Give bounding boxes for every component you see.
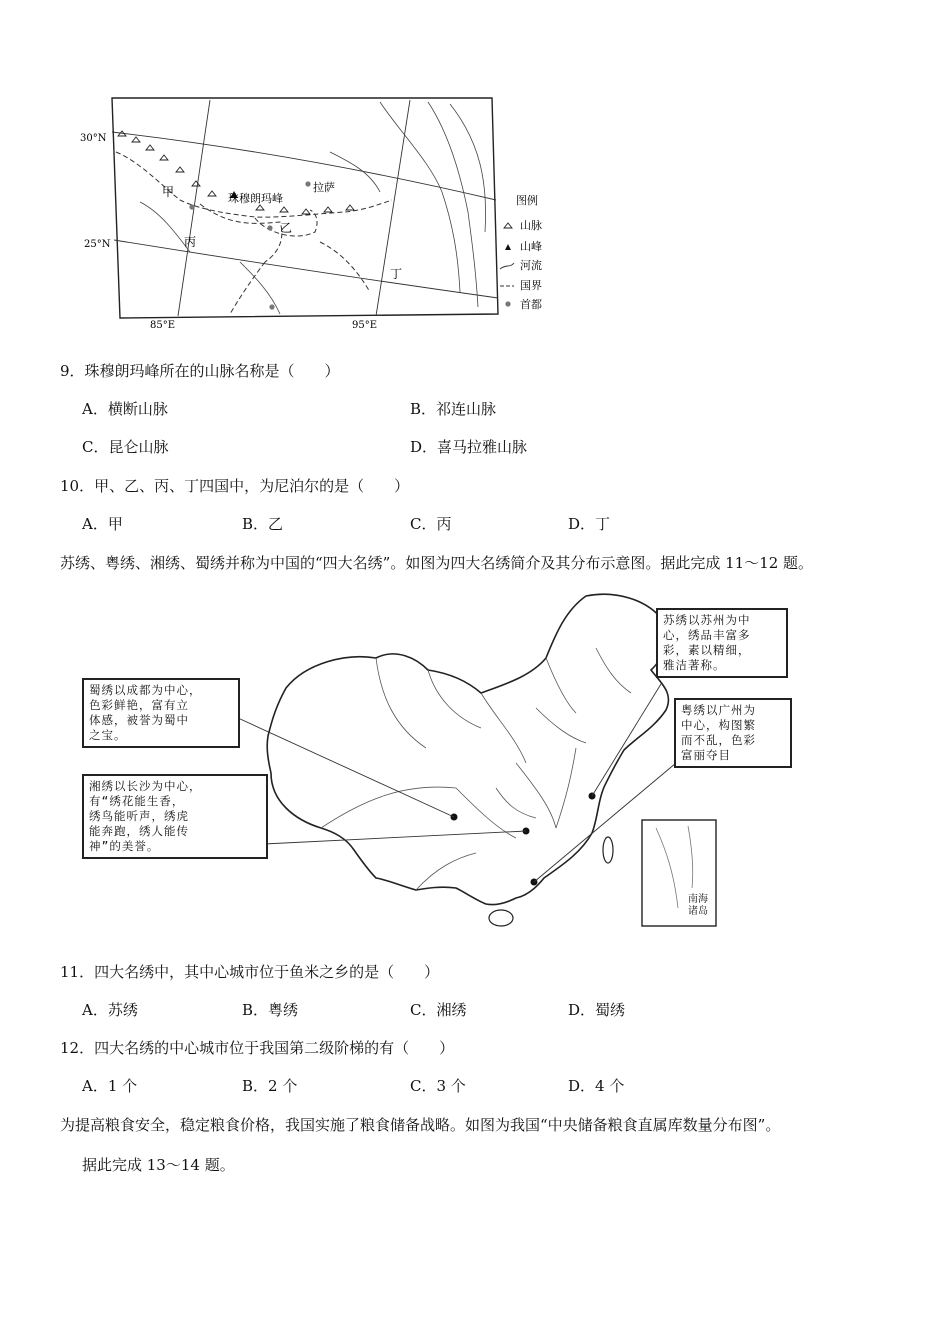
himalaya-map — [80, 92, 570, 331]
xiang-line-3: 绣鸟能听声，绣虎 — [89, 809, 189, 823]
shu-embroidery-callout — [82, 678, 240, 748]
su-line-4: 雅洁著称。 — [663, 658, 726, 672]
question-12-stem: 12．四大名绣的中心城市位于我国第二级阶梯的有（ ） — [60, 1039, 455, 1057]
lhasa-label: 拉萨 — [313, 181, 335, 194]
q11-option-d[interactable]: D．蜀绣 — [568, 1001, 626, 1019]
xiang-line-5: 神”的美誉。 — [89, 839, 160, 853]
yue-embroidery-callout — [674, 698, 792, 768]
south-china-sea-inset-label — [688, 894, 708, 918]
q10-option-c[interactable]: C．丙 — [410, 515, 452, 533]
q10-option-a[interactable]: A．甲 — [82, 515, 123, 533]
q11-option-a[interactable]: A．苏绣 — [82, 1001, 138, 1019]
country-yi-label: 乙 — [280, 221, 293, 235]
shu-line-4: 之宝。 — [89, 728, 127, 742]
question-10-stem: 10．甲、乙、丙、丁四国中，为尼泊尔的是（ ） — [60, 477, 410, 495]
su-embroidery-callout — [656, 608, 788, 678]
legend-item-river: 河流 — [520, 259, 542, 272]
q12-option-b[interactable]: B．2 个 — [242, 1077, 298, 1095]
shu-line-1: 蜀绣以成都为中心， — [89, 683, 202, 697]
q10-option-d[interactable]: D．丁 — [568, 515, 611, 533]
inset-line-2: 诸岛 — [688, 906, 708, 917]
legend-item-peak: 山峰 — [520, 240, 542, 253]
xiang-embroidery-callout — [82, 774, 268, 859]
yue-line-3: 而不乱，色彩 — [681, 733, 756, 747]
xiang-line-1: 湘绣以长沙为中心， — [89, 779, 202, 793]
country-ding-label: 丁 — [390, 267, 403, 281]
q11-option-c[interactable]: C．湘绣 — [410, 1001, 467, 1019]
shu-line-2: 色彩鲜艳，富有立 — [89, 698, 189, 712]
grain-intro: 为提高粮食安全，稳定粮食价格，我国实施了粮食储备战略。如图为我国“中央储备粮食直属库数量分布图”。 — [60, 1116, 781, 1134]
q11-option-b[interactable]: B．粤绣 — [242, 1001, 299, 1019]
su-line-1: 苏绣以苏州为中 — [663, 613, 751, 627]
q9-option-a[interactable]: A．横断山脉 — [82, 400, 168, 418]
q12-option-d[interactable]: D．4 个 — [568, 1077, 625, 1095]
q12-option-c[interactable]: C．3 个 — [410, 1077, 466, 1095]
everest-label: 珠穆朗玛峰 — [228, 192, 283, 205]
question-11-stem: 11．四大名绣中，其中心城市位于鱼米之乡的是（ ） — [60, 963, 440, 981]
q12-option-a[interactable]: A．1 个 — [82, 1077, 138, 1095]
embroidery-intro: 苏绣、粤绣、湘绣、蜀绣并称为中国的“四大名绣”。如图为四大名绣简介及其分布示意图。据此完成 11～12 题。 — [60, 554, 814, 572]
q9-option-c[interactable]: C．昆仑山脉 — [82, 438, 169, 456]
yue-line-2: 中心，构图繁 — [681, 718, 756, 732]
q10-option-b[interactable]: B．乙 — [242, 515, 284, 533]
inset-line-1: 南海 — [688, 894, 708, 905]
peak-icon — [505, 244, 511, 250]
legend-item-capital: 首都 — [520, 298, 542, 311]
legend-title: 图例 — [516, 194, 538, 207]
su-line-3: 彩，素以精细， — [663, 643, 751, 657]
grain-intro-2: 据此完成 13～14 题。 — [82, 1156, 235, 1174]
country-bing-label: 丙 — [184, 235, 197, 249]
xiang-line-4: 能奔跑，绣人能传 — [89, 824, 189, 838]
capital-icon — [505, 301, 510, 306]
q9-option-b[interactable]: B．祁连山脉 — [410, 400, 497, 418]
question-9-stem: 9．珠穆朗玛峰所在的山脉名称是（ ） — [60, 362, 340, 380]
su-line-2: 心，绣品丰富多 — [663, 628, 751, 642]
q9-option-d[interactable]: D．喜马拉雅山脉 — [410, 438, 528, 456]
lon-right-label: 95°E — [352, 320, 378, 331]
river-icon — [500, 263, 514, 269]
yue-line-4: 富丽夺目 — [681, 748, 731, 762]
country-jia-label: 甲 — [162, 185, 175, 199]
map-legend — [500, 193, 542, 311]
mountain-range-icon — [504, 223, 512, 228]
lon-left-label: 85°E — [150, 320, 176, 331]
embroidery-map — [76, 588, 798, 933]
shu-line-3: 体感，被誉为蜀中 — [89, 713, 189, 727]
legend-item-border: 国界 — [520, 279, 542, 292]
yue-line-1: 粤绣以广州为 — [681, 703, 756, 717]
lat-bottom-label: 25°N — [84, 239, 111, 250]
lat-top-label: 30°N — [80, 133, 107, 144]
xiang-line-2: 有“绣花能生香， — [89, 794, 185, 808]
legend-item-range: 山脉 — [520, 219, 542, 232]
